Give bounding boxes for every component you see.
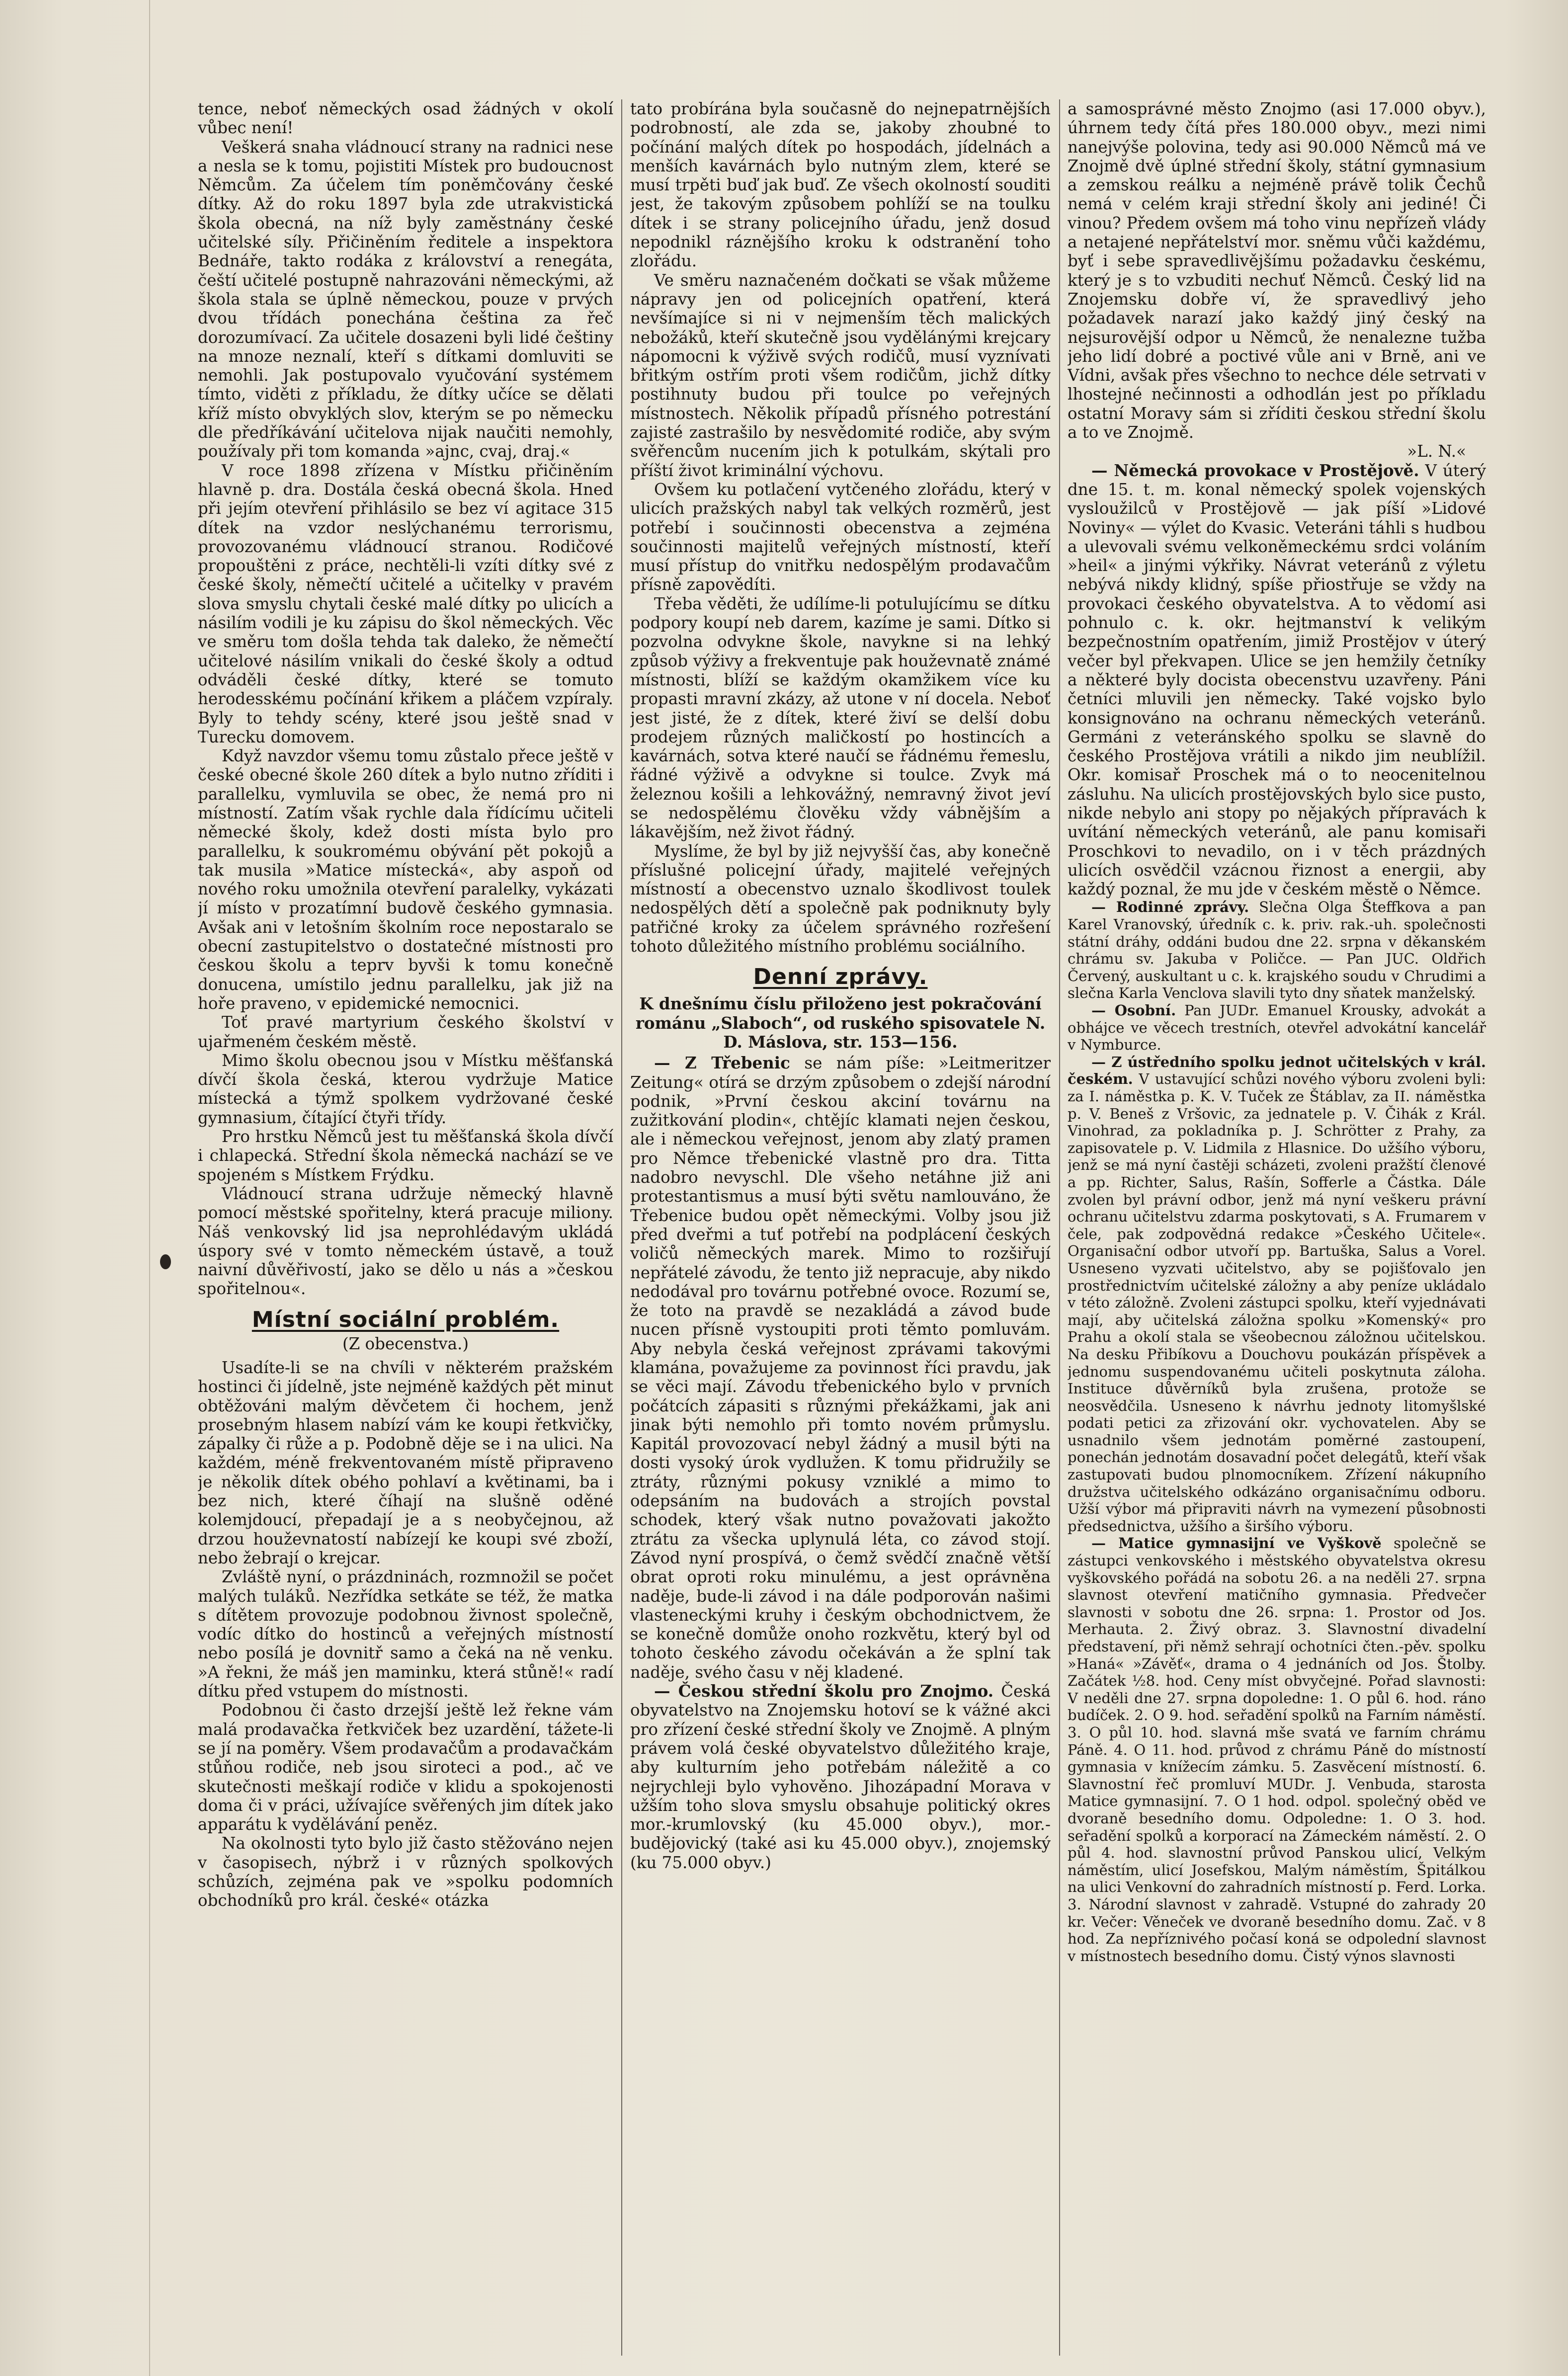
ink-blot (160, 1254, 171, 1269)
news-item (1068, 1054, 1486, 1535)
news-item-title: — Osobní. (1091, 1002, 1176, 1019)
section-subheading: (Z obecenstva.) (342, 1334, 469, 1353)
news-item (1068, 1535, 1486, 1965)
paragraph: Když navzdor všemu tomu zůstalo přece ještě v české obecné škole 260 dítek a bylo nutno zříditi i parallelku, vymluvila se obec, že nemá pro ni místností. Zatím však rychle dala řídícímu učiteli německé školy, kdež dosti místa bylo pro parallelku, k soukromému obývání pět pokojů a tak musila »Matice místecká«, aby aspoň od nového roku umožnila otevření paralelky, vykázati jí místo v prozatímní budově českého gymnasia. Avšak ani v letošním školním roce nepostaralo se obecní zastupitelstvo o dostatečné místnosti pro českou školu a teprv byvši k tomu konečně donucena, umístilo jednu parallelku, jak již na hoře praveno, v epidemické nemocnici. (198, 746, 613, 1013)
news-item-text: V úterý dne 15. t. m. konal německý spolek vojenských vysloužilců v Prostějově — jak píší »Lidové Noviny« — výlet do Kvasic. Veteráni táhli s hudbou a ulevovali svému velkoněmeckému srdci voláním »heil« a jinými výkřiky. Návrat veteránů z výletu nebývá nikdy klidný, spíše přiostřuje se vždy na provokaci českého obyvatelstva. A to vědomí asi pohnulo c. k. okr. hejtmanství k velikým bezpečnostním opatřením, jimiž Prostějov v úterý večer byl překvapen. Ulice se jen hemžily četníky a některé byly docista obecenstvu uzavřeny. Páni četníci mluvili jen německy. Také vojsko bylo konsignováno na ochranu německých veteránů. Germáni z veteránského spolku se slavně do českého Prostějova vrátili a nikdo jim neublížil. Okr. komisař Proschek má o to neocenitelnou zásluhu. Na ulicích prostějovských bylo sice pusto, nikde nebylo ani stopy po nějakých přípravách k uvítání německých veteránů, ale panu komisaři Proschkovi to nevadilo, on i v těch prázdných ulicích osvědčil vzácnou řiznost a energii, aby každý poznal, že mu jde v českém městě o Němce. (1068, 461, 1486, 899)
column-2 (630, 99, 1051, 2356)
news-item-text: Pan JUDr. Emanuel Krousky, advokát a obhájce ve věcech trestních, otevřel advokátní kancelář v Nymburce. (1068, 1002, 1486, 1054)
column-rule (1059, 99, 1060, 2356)
paragraph: Mimo školu obecnou jsou v Místku měšťanská dívčí škola česká, kterou vydržuje Matice místecká a týmž spolkem vydržované české gymnasium, čítající čtyři třídy. (198, 1051, 613, 1127)
news-item-title: — Z Třebenic (654, 1053, 790, 1073)
paragraph: tato probírána byla současně do nejnepatrnějších podrobností, ale zda se, jakoby zhoubné to počínání malých dítek po hospodách, jídelnách a menších kavárnách bylo nutným zlem, které se musí trpěti buď jak buď. Ze všech okolností souditi jest, že takovým způsobem pohlíží se na toulku dítek i se strany policejního úřadu, jenž dosud nepodnikl ráznějšího kroku k odstranění toho zlořádu. (630, 99, 1051, 271)
news-item-text: Česká obyvatelstvo na Znojemsku hotoví se k vážné akci pro zřízení české střední školy ve Znojmě. A plným právem volá české obyvatelstvo důležitého kraje, aby kulturním jeho potřebám náležitě a co nejrychleji bylo vyhověno. Jihozápadní Morava v užším toho slova smyslu obsahuje politický okres mor.-krumlovský (ku 45.000 obyv.), mor.-budějovický (také asi ku 45.000 obyv.), znojemský (ku 75.000 obyv.) (630, 1682, 1051, 1872)
paragraph: Ovšem ku potlačení vytčeného zlořádu, který v ulicích pražských nabyl tak velkých rozměrů, jest potřebí i součinnosti obecenstva a zejména součinnosti majitelů veřejných místností, kteří musí přístup do vnitřku nedospělým prodavačům přísně zapovědíti. (630, 480, 1051, 594)
paragraph: Ve směru naznačeném dočkati se však můžeme nápravy jen od policejních opatření, která nevšímajíce si ni v nejmenším těch malických nebožáků, kteří skutečně jsou vydělánými krejcary nápomocni k výživě svých rodičů, musí vyznívati břitkým ostřím proti všem rodičům, jichž dítky postihnuty budou při toulce po veřejných místnostech. Několik případů přísného potrestání zajisté zastrašilo by nesvědomité rodiče, aby svým svěřencům nucením jich k potulkám, skýtali pro příští život kriminální výchovu. (630, 270, 1051, 480)
paragraph: V roce 1898 zřízena v Místku přičiněním hlavně p. dra. Dostála česká obecná škola. Hned při jejím otevření přihlásilo se bez ví agitace 315 dítek na vzdor neslýchanému terrorismu, provozovanému vládnoucí stranou. Rodičové propouštěni z práce, nechtěli-li vzíti dítky své z české školy, němečtí učitelé a učitelky v pravém slova smyslu chytali české malé dítky po ulicích a násilím vodili je ku zápisu do škol německých. Věc ve směru tom došla tehda tak daleko, že němečtí učitelové násilím vnikali do české školy a odtud odváděli české dítky, které se tomuto herodesskému počínání křikem a pláčem vzpíraly. Byly to tehdy scény, které jsou ještě snad v Turecku domovem. (198, 461, 613, 746)
news-item-text: se nám píše: »Leitmeritzer Zeitung« otírá se drzým způsobem o zdejší národní podnik, »První českou akciní továrnu na zužitkování plodin«, chtějíc klamati nejen českou, ale i německou veřejnost, jenom aby zlatý pramen pro Němce třebenické vlastně pro dra. Titta nadobro nevyschl. Dle všeho netáhne již ani protestantismus a musí býti světu namlouváno, že Třebenice budou opět německými. Volby jsou již před dveřmi a tuť potřebí na podplácení českých voličů německých marek. Mimo to rozšiřují nepřátelé závodu, že tento již nepracuje, aby nikdo nedodával pro továrnu potřebné ovoce. Rozumí se, že toto na pravdě se nezakládá a závod bude nucen přísně vystoupiti proti těmto pomluvám. Aby nebyla česká veřejnost zprávami takovými klamána, považujeme za povinnost říci pravdu, jak se věci mají. Závodu třebenického bylo v prvních počátcích zápasiti s různými překážkami, jak ani jinak býti nemohlo při tomto novém průmyslu. Kapitál provozovací nebyl žádný a musil býti na dosti vysoký úrok vydlužen. K tomu přidružily se ztráty, různými pokusy vzniklé a mimo to odepsáním na budovách a strojích povstal schodek, který však nutno považovati jakožto ztrátu za všecka uplynulá léta, co závod stojí. Závod nyní prospívá, o čemž svědčí značně větší obrat oproti roku minulému, a jest oprávněna naděje, bude-li závod i na dále podporován našimi vlasteneckými kruhy i českým obchodnictvem, že se konečně domůže onoho rozkvětu, který byl od tohoto českého závodu očekáván a že splní tak naděje, svého času v něj kladené. (630, 1054, 1051, 1682)
paragraph: Vládnoucí strana udržuje německý hlavně pomocí městské spořitelny, která pracuje miliony. Náš venkovský lid jsa neprohlédavým ukládá úspory své v tomto německém ústavě, a touž naivní důvěřivostí, jako se dělo u nás a »českou spořitelnou«. (198, 1184, 613, 1299)
paragraph: Veškerá snaha vládnoucí strany na radnici nese a nesla se k tomu, pojistiti Místek pro budoucnost Němcům. Za účelem tím poněmčovány české dítky. Až do roku 1897 byla zde utrakvistická škola obecná, na níž byly zaměstnány české učitelské síly. Přičiněním ředitele a inspektora Bednáře, takto rodáka z království a renegáta, čeští učitelé postupně nahrazováni německými, až škola stala se úplně německou, pouze v prvých dvou třídách ponechána čeština za řeč dorozumívací. Za učitele dosazeni byli lidé češtiny na mnoze neznalí, kteří s dítkami domluviti se nemohli. Jak postupovalo vyučování systémem tímto, viděti z příkladu, že dítky učíce se dělati kříž místo obvyklých slov, kterým se po německu dle předříkávání učitelova nijak naučiti nemohly, používaly při tom komanda »ajnc, cvaj, draj.« (198, 137, 613, 461)
paragraph: a samosprávné město Znojmo (asi 17.000 obyv.), úhrnem tedy čítá přes 180.000 obyv., mezi nimi nanejvýše polovina, tedy asi 90.000 Němců má ve Znojmě dvě úplné střední školy, státní gymnasium a zemskou reálku a nejméně právě tolik Čechů nemá v celém kraji střední školy ani jediné! Či vinou? Předem ovšem má toho vinu nepřízeň vlády a netajené nepřátelství mor. sněmu vůči každému, byť i sebe spravedlivějšímu požadavku českému, který je s to vzbuditi nechuť Němců. Český lid na Znojemsku dobře ví, že spravedlivý jeho požadavek narazí jako každý jiný český na nejsurovější odpor u Němců, že nenalezne tužba jeho lidí dobré a poctivé vůle ani v Brně, ani ve Vídni, avšak přes všechno to nechce déle setrvati v lhostejné nečinnosti a odhodlán jest po příkladu ostatní Moravy sám si zříditi českou střední školu a to ve Znojmě. (1068, 99, 1486, 442)
news-item-title: — Matice gymnasijní ve Vyškově (1091, 1535, 1382, 1552)
supplement-notice: K dnešnímu číslu přiloženo jest pokračování románu „Slaboch“, od ruského spisovatele N. D. Máslova, str. 153—156. (635, 994, 1046, 1052)
paragraph: Myslíme, že byl by již nejvyšší čas, aby konečně příslušné policejní úřady, majitelé veřejných místností a obecenstvo uznalo škodlivost toulek nedospělých dětí a společně pak podniknuty byly patřičné kroky za účelem správného rozřešení tohoto důležitého místního problému sociálního. (630, 841, 1051, 956)
news-item (630, 1682, 1051, 1872)
paragraph: Podobnou či často drzejší ještě lež řekne vám malá prodavačka řetkviček bez uzardění, tážete-li se jí na poměry. Všem prodavačům a prodavačkám stůňou rodiče, neb jsou siroteci a pod., ač ve skutečnosti meškají rodiče v klidu a spokojenosti doma či v práci, užívajíce svěřených jim dítek jako apparátu k vydělávání peněz. (198, 1701, 613, 1834)
news-item-title: — Českou střední školu pro Znojmo. (654, 1681, 994, 1701)
article-signature: »L. N.« (1407, 442, 1466, 461)
news-item (630, 1054, 1051, 1682)
page-shadow-line (149, 0, 150, 2376)
news-item-text: V ustavující schůzi nového výboru zvoleni byli: za I. náměstka p. K. V. Tuček ze Štáblav, za II. náměstka p. V. Beneš z Vršovic, za jednatele p. V. Čihák z Král. Vinohrad, za pokladníka p. J. Schrötter z Prahy, za zapisovatele p. V. Lidmila z Hlasnice. Do užšího výboru, jenž se má nyní častěji scházeti, zvoleni pražští členové a pp. Richter, Salus, Rašín, Sofferle a Částka. Dále zvolen byl právní odbor, jenž má nyní veškeru právní ochranu učitelstvu zdarma poskytovati, s A. Frumarem v čele, pak zodpovědná redakce »Českého Učitele«. Organisační odbor utvoří pp. Bartuška, Salus a Vorel. Usneseno vyzvati učitelstvo, aby se pojišťovalo jen prostřednictvím učitelské záložny a aby peníze ukládalo v této záložně. Zvoleni zástupci spolku, kteří vyjednávati mají, aby učitelská záložna spolku »Komenský« pro Prahu a okolí stala se všeobecnou záložnou učitelskou. Na desku Přibíkovu a Douchovu poukázán příspěvek a jednomu suspendovanému učiteli poskytnuta záloha. Instituce důvěrníků byla zrušena, protože se neosvědčila. Usneseno k návrhu jednoty litomyšlské podati petici za zřizování okr. vychovatelen. Aby se usnadnilo všem jednotám poměrné zastoupení, ponechán jednotám dosavadní počet delegátů, kteří však zastupovati budou plnomocníkem. Zřízení nákupního družstva učitelského odkázáno organisačnímu odboru. Užší výbor má připraviti návrh na vymezení působnosti předsednictva, užšího a širšího výboru. (1068, 1070, 1486, 1535)
news-item-title: — Z ústředního spolku jednot učitelských v král. českém. (1068, 1053, 1486, 1088)
paragraph: Pro hrstku Němců jest tu měšťanská škola dívčí i chlapecká. Střední škola německá nachází se ve spojeném s Místkem Frýdku. (198, 1127, 613, 1184)
paragraph: Třeba věděti, že udílíme-li potulujícímu se dítku podpory koupí neb darem, kazíme je sami. Dítko si pozvolna odvykne škole, navykne si na lehký způsob výživy a frekventuje pak houževnatě známé místnosti, blíží se každým okamžikem více ku propasti mravní zkázy, až utone v ní docela. Neboť jest jisté, že z dítek, které živí se delší dobu prodejem různých maličkostí po hostincích a kavárnách, sotva které naučí se řádnému řemeslu, řádné výživě a odvykne si toulce. Zvyk má železnou košili a lehkovážný, nemravný život jeví se nedospělému člověku vždy vábnějším a lákavějším, než život řádný. (630, 594, 1051, 842)
section-heading: Denní zprávy. (753, 964, 928, 990)
news-item-title: — Německá provokace v Prostějově. (1091, 460, 1419, 480)
paragraph: tence, neboť německých osad žádných v okolí vůbec není! (198, 99, 613, 138)
news-item-text: Slečna Olga Šteffkova a pan Karel Vranovský, úředník c. k. priv. rak.-uh. společnosti státní dráhy, oddáni budou dne 22. srpna v děkanském chrámu sv. Jakuba v Poličce. — Pan JUC. Oldřich Červený, auskultant u c. k. krajského soudu v Chrudimi a slečna Karla Venclova slavili tyto dny sňatek manželský. (1068, 899, 1486, 1002)
column-3 (1068, 99, 1486, 2356)
paragraph: Toť pravé martyrium českého školství v ujařmeném českém městě. (198, 1013, 613, 1051)
news-item (1068, 899, 1486, 1002)
paragraph: Usadíte-li se na chvíli v některém pražském hostinci či jídelně, jste nejméně každých pět minut obtěžováni malým děvčetem či hochem, jenž prosebným hlasem nabízí vám ke koupi řetkvičky, zápalky či růže a p. Podobně děje se i na ulici. Na každém, méně frekventovaném místě připraveno je několik dítek obého pohlaví a květinami, ba i bez nich, které číhají na slušně oděné kolemjdoucí, přepadají je a s neobyčejnou, až drzou houževnatostí nabízejí ke koupi své zboží, nebo žebrají o krejcar. (198, 1358, 613, 1567)
column-rule (621, 99, 622, 2356)
news-item (1068, 1002, 1486, 1054)
paragraph: Zvláště nyní, o prázdninách, rozmnožil se počet malých tuláků. Nezřídka setkáte se též, že matka s dítětem provozuje podobnou živnost společně, vodíc dítko do hostinců a veřejných místností nebo posílá je dovnitř samo a čeká na ně venku. »A řekni, že máš jen maminku, která stůně!« radí dítku před vstupem do místnosti. (198, 1567, 613, 1701)
section-heading: Místní sociální problém. (251, 1307, 560, 1332)
news-item-text: společně se zástupci venkovského i městského obyvatelstva okresu vyškovského pořádá na sobotu 26. a na neděli 27. srpna slavnost otevření matičního gymnasia. Předvečer slavnosti v sobotu dne 26. srpna: 1. Prostor od Jos. Merhauta. 2. Živý obraz. 3. Slavnostní divadelní představení, při němž sehrají ochotníci čten.-pěv. spolku »Haná« »Závěť«, drama o 4 jednáních od Jos. Štolby. Začátek ½8. hod. Ceny míst obvyčejné. Pořad slavnosti: V neděli dne 27. srpna dopoledne: 1. O půl 6. hod. ráno budíček. 2. O 9. hod. seřadění spolků na Farním náměstí. 3. O půl 10. hod. slavná mše svatá ve farním chrámu Páně. 4. O 11. hod. průvod z chrámu Páně do místností gymnasia v knížecím zámku. 5. Zasvěcení místností. 6. Slavnostní řeč promluví MUDr. J. Venbuda, starosta Matice gymnasijní. 7. O 1 hod. odpol. společný oběd ve dvoraně besedního domu. Odpoledne: 1. O 3. hod. seřadění spolků a korporací na Zámeckém náměstí. 2. O půl 4. hod. slavnostní průvod Panskou ulicí, Velkým náměstím, ulicí Josefskou, Malým náměstím, Špitálkou na ulici Venkovní do zahradních místností p. Ferd. Lorka. 3. Národní slavnost v zahradě. Vstupné do zahrady 20 kr. Večer: Věneček ve dvoraně besedního domu. Zač. v 8 hod. Za nepříznivého počasí koná se odpolední slavnost v místnostech besedního domu. Čistý výnos slavnosti (1068, 1535, 1486, 1965)
column-1 (198, 99, 613, 2356)
news-item (1068, 461, 1486, 899)
paragraph: Na okolnosti tyto bylo již často stěžováno nejen v časopisech, nýbrž i v různých spolkových schůzích, zejména pak ve »spolku podomních obchodníků pro král. české« otázka (198, 1834, 613, 1910)
news-item-title: — Rodinné zprávy. (1091, 899, 1249, 916)
